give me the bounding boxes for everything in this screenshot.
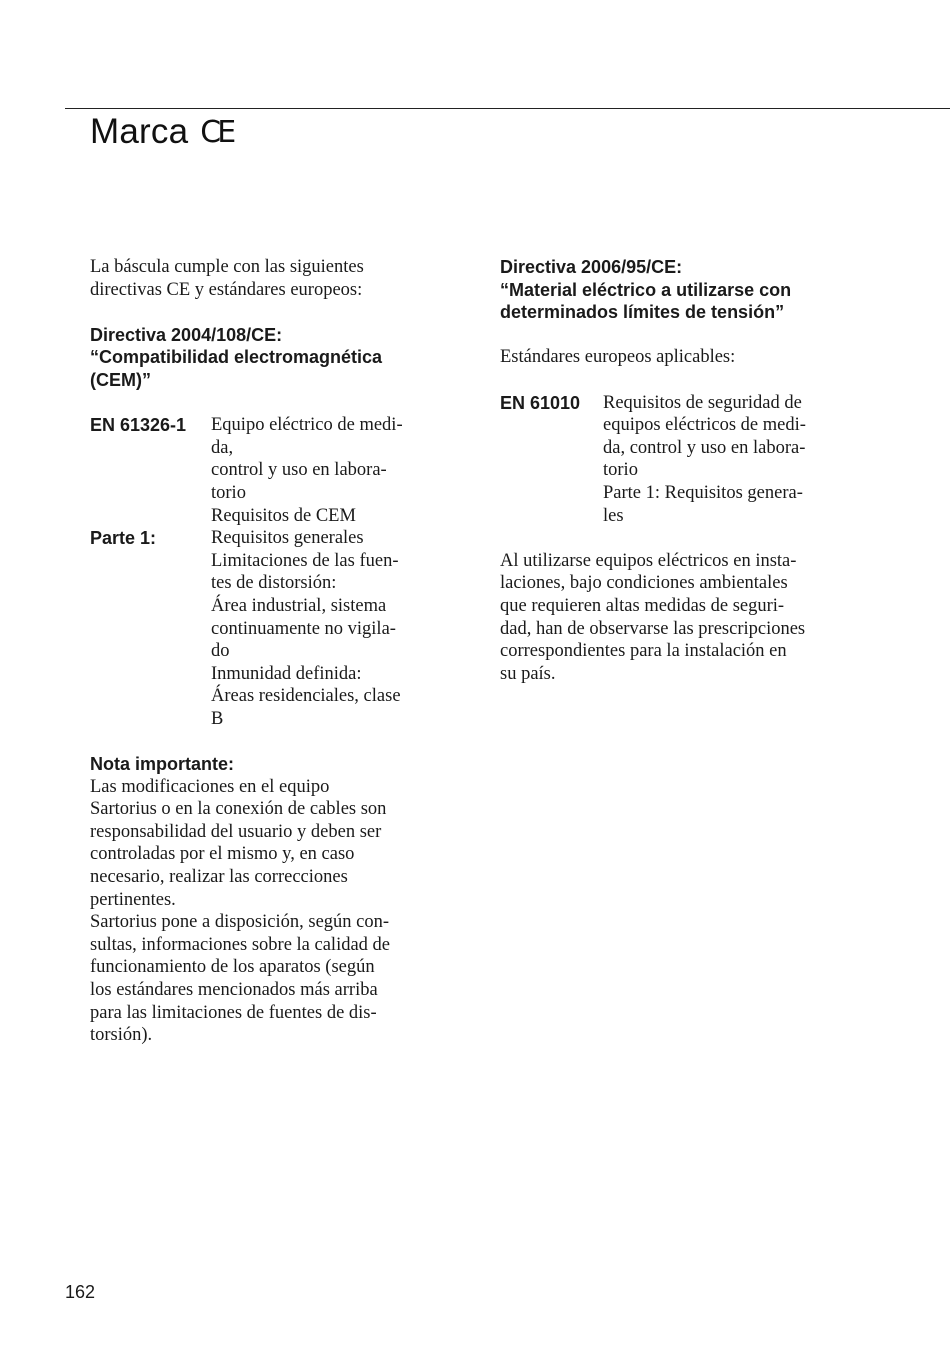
page-title-text: Marca xyxy=(90,112,189,151)
directive-heading-line: “Compatibilidad electromagnética xyxy=(90,347,383,368)
closing-line: su país. xyxy=(500,663,556,684)
page-title xyxy=(90,112,232,152)
closing-line: laciones, bajo condiciones ambientales xyxy=(500,573,788,594)
ce-mark-icon: CE xyxy=(200,114,233,150)
standard-en-61326-1 xyxy=(90,414,435,730)
standard-line: torio xyxy=(603,460,638,481)
part-label: Parte 1: xyxy=(90,528,157,549)
part-line: B xyxy=(211,708,224,729)
standard-line: da, control y uso en labora- xyxy=(603,437,806,458)
directive-heading-line: Directiva 2006/95/CE: xyxy=(500,257,683,277)
note-line: torsión). xyxy=(90,1025,153,1046)
note-line: Las modificaciones en el equipo xyxy=(90,776,330,797)
part-line: continuamente no vigila- xyxy=(211,618,396,639)
part-line: Limitaciones de las fuen- xyxy=(211,550,399,571)
note-line: Sartorius pone a disposición, según con- xyxy=(90,912,390,933)
note-body xyxy=(90,776,435,1047)
standard-description xyxy=(211,414,435,527)
part-line: Requisitos generales xyxy=(211,528,364,549)
closing-paragraph xyxy=(500,550,845,686)
note-line: controladas por el mismo y, en caso xyxy=(90,844,355,865)
important-note xyxy=(90,753,435,1047)
standard-line: Parte 1: Requisitos genera- xyxy=(603,482,803,503)
directive-heading-2004-108 xyxy=(90,324,435,392)
intro-line: directivas CE y estándares europeos: xyxy=(90,279,363,300)
closing-line: dad, han de observarse las prescripciones xyxy=(500,618,806,639)
standard-line: les xyxy=(603,505,624,526)
part-line: Inmunidad definida: xyxy=(211,663,362,684)
standard-line: equipos eléctricos de medi- xyxy=(603,415,806,436)
page-number: 162 xyxy=(65,1282,96,1302)
note-line: los estándares mencionados más arriba xyxy=(90,980,378,1000)
part-line: Área industrial, sistema xyxy=(211,595,387,616)
note-line: necesario, realizar las correcciones xyxy=(90,867,348,888)
part-line: do xyxy=(211,641,230,662)
directive-heading-2006-95 xyxy=(500,256,845,324)
part-line: tes de distorsión: xyxy=(211,573,337,594)
standard-line: control y uso en labora- xyxy=(211,460,387,481)
standard-description xyxy=(603,392,845,528)
note-line: sultas, informaciones sobre la calidad de xyxy=(90,934,391,955)
note-line: Sartorius o en la conexión de cables son xyxy=(90,799,387,820)
part-description xyxy=(211,527,435,730)
standard-line: torio xyxy=(211,482,246,503)
standard-line: Requisitos de CEM xyxy=(211,505,356,526)
standard-code: EN 61010 xyxy=(500,392,581,413)
closing-line: correspondientes para la instalación en xyxy=(500,641,787,662)
note-line: pertinentes. xyxy=(90,889,176,910)
directive-heading-line: “Material eléctrico a utilizarse con xyxy=(500,279,792,300)
standard-line: da, xyxy=(211,437,234,458)
header-rule xyxy=(65,108,950,109)
intro-line: La báscula cumple con las siguientes xyxy=(90,257,364,277)
closing-line: Al utilizarse equipos eléctricos en insta- xyxy=(500,550,797,571)
standard-en-61010 xyxy=(500,392,845,528)
left-column xyxy=(90,256,435,1047)
note-heading: Nota importante: xyxy=(90,754,234,775)
intro-paragraph xyxy=(90,256,435,301)
note-line: para las limitaciones de fuentes de dis- xyxy=(90,1002,377,1023)
standard-code: EN 61326-1 xyxy=(90,415,187,436)
standard-line: Equipo eléctrico de medi- xyxy=(211,415,403,436)
directive-heading-line: determinados límites de tensión” xyxy=(500,302,785,323)
part-line: Áreas residenciales, clase xyxy=(211,686,401,707)
applicable-standards-label: Estándares europeos aplicables: xyxy=(500,347,736,368)
right-column xyxy=(500,256,845,685)
note-line: responsabilidad del usuario y deben ser xyxy=(90,821,382,842)
note-line: funcionamiento de los aparatos (según xyxy=(90,957,375,978)
directive-heading-line: (CEM)” xyxy=(90,369,151,390)
directive-heading-line: Directiva 2004/108/CE: xyxy=(90,324,283,345)
standard-line: Requisitos de seguridad de xyxy=(603,392,802,413)
closing-line: que requieren altas medidas de seguri- xyxy=(500,595,785,616)
